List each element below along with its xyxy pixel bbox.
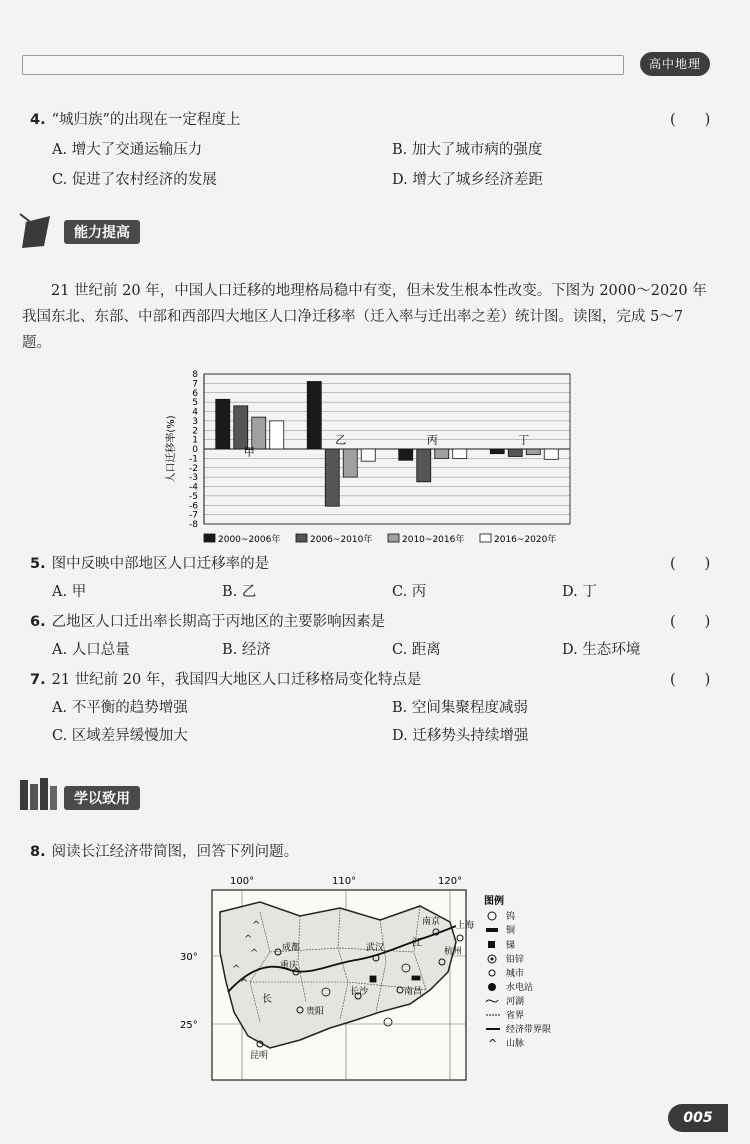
option-c[interactable]: C. 距离: [392, 642, 441, 658]
section-label: 能力提高: [64, 220, 140, 244]
y-tick-label: -2: [189, 463, 198, 474]
bar: [270, 421, 284, 449]
question-number: 6.: [30, 614, 46, 630]
y-tick-label: 4: [192, 407, 198, 418]
y-tick-label: 8: [192, 370, 198, 380]
city-chengdu: 成都: [282, 943, 301, 953]
question-text: 图中反映中部地区人口迁移率的是: [51, 556, 270, 572]
subject-badge: 高中地理: [640, 52, 710, 76]
svg-text:^: ^: [250, 948, 259, 959]
option-d[interactable]: D. 生态环境: [562, 642, 641, 658]
svg-text:^: ^: [240, 978, 249, 989]
answer-paren: ( ): [670, 672, 711, 688]
option-a[interactable]: A. 不平衡的趋势增强: [52, 700, 188, 716]
city-wuhan: 武汉: [366, 943, 385, 953]
bar: [508, 449, 522, 457]
answer-paren: ( ): [670, 112, 711, 128]
option-d[interactable]: D. 增大了城乡经济差距: [392, 172, 543, 188]
legend-swatch: [204, 534, 215, 542]
legend-province-border: 省界: [506, 1011, 525, 1021]
header-bar: [22, 55, 624, 75]
bar: [453, 449, 467, 458]
passage-text: 21 世纪前 20 年，中国人口迁移的地理格局稳中有变，但未发生根本性改变。下图为 2000～2020 年我国东北、东部、中部和西部四大地区人口净迁移率（迁入率与迁出率之差）统计图。读图，完成 5～7 题。: [22, 283, 707, 351]
question-text: 阅读长江经济带简图，回答下列问题。: [51, 844, 299, 860]
city-changsha: 长沙: [350, 987, 369, 997]
city-kunming: 昆明: [250, 1051, 269, 1061]
option-d[interactable]: D. 丁: [562, 584, 597, 600]
legend-label: 2010~2016年: [402, 535, 465, 545]
bar: [234, 406, 248, 449]
section-header-ability: [16, 208, 176, 248]
category-label: 丁: [518, 433, 530, 447]
legend-river-lake: 河湖: [506, 997, 525, 1007]
question-text: 21 世纪前 20 年，我国四大地区人口迁移格局变化特点是: [51, 672, 422, 688]
lat-label: 25°: [180, 1020, 198, 1031]
svg-text:^: ^: [244, 934, 253, 945]
category-label: 乙: [335, 433, 347, 447]
bar: [399, 449, 413, 460]
svg-text:^: ^: [488, 1037, 498, 1050]
bar: [361, 449, 375, 461]
question-8: [30, 840, 298, 861]
bar: [307, 382, 321, 450]
y-tick-label: 5: [192, 398, 198, 409]
city-nanchang: 南昌: [404, 987, 423, 997]
option-c[interactable]: C. 丙: [392, 584, 427, 600]
legend-mountain: 山脉: [506, 1039, 525, 1049]
y-tick-label: -3: [189, 473, 198, 484]
question-text: “城归族”的出现在一定程度上: [51, 112, 241, 128]
question-text: 乙地区人口迁出率长期高于丙地区的主要影响因素是: [51, 614, 386, 630]
y-tick-label: 2: [192, 426, 198, 437]
bar: [544, 449, 558, 459]
migration-rate-chart: [160, 368, 580, 546]
legend-swatch: [388, 534, 399, 542]
city-hangzhou: 杭州: [444, 947, 463, 957]
question-5: [30, 552, 269, 573]
svg-text:^: ^: [232, 964, 241, 975]
y-tick-label: -5: [189, 491, 198, 502]
bar: [435, 449, 449, 458]
y-tick-label: 7: [192, 379, 198, 390]
bar: [343, 449, 357, 477]
question-number: 7.: [30, 672, 46, 688]
yangtze-economic-belt-map: [180, 872, 580, 1090]
y-tick-label: -4: [189, 482, 198, 493]
y-tick-label: -1: [189, 454, 198, 465]
page-number: 005: [668, 1104, 728, 1132]
answer-paren: ( ): [670, 614, 711, 630]
lon-label: 100°: [230, 876, 255, 887]
bar: [325, 449, 339, 506]
legend-lead-zinc: 铅锌: [506, 955, 525, 965]
y-tick-label: 1: [192, 435, 198, 446]
pencil-icon: [16, 208, 56, 252]
answer-paren: ( ): [670, 556, 711, 572]
option-b[interactable]: B. 空间集聚程度减弱: [392, 700, 528, 716]
legend-hydropower: 水电站: [506, 983, 534, 993]
legend-copper: 铜: [506, 926, 516, 936]
legend-label: 2000~2006年: [218, 535, 281, 545]
books-icon: [16, 774, 60, 814]
option-c[interactable]: C. 促进了农村经济的发展: [52, 172, 217, 188]
city-chongqing: 重庆: [280, 961, 299, 971]
city-guiyang: 贵阳: [306, 1007, 325, 1017]
bar: [526, 449, 540, 455]
legend-swatch: [296, 534, 307, 542]
legend-swatch: [480, 534, 491, 542]
question-7: [30, 668, 421, 689]
bar: [417, 449, 431, 482]
question-6: [30, 610, 385, 631]
river-label: 江: [412, 938, 422, 949]
section-label: 学以致用: [64, 786, 140, 810]
option-b[interactable]: B. 经济: [222, 642, 271, 658]
lon-label: 110°: [332, 876, 357, 887]
option-a[interactable]: A. 甲: [52, 584, 87, 600]
bar: [216, 399, 230, 449]
legend-city: 城市: [506, 969, 525, 979]
option-b[interactable]: B. 加大了城市病的强度: [392, 142, 543, 158]
category-label: 甲: [243, 445, 255, 459]
lat-label: 30°: [180, 952, 198, 963]
city-shanghai: 上海: [456, 921, 475, 931]
lon-label: 120°: [438, 876, 463, 887]
y-tick-label: 3: [192, 416, 198, 427]
map-legend: [486, 910, 551, 1050]
bar: [490, 449, 504, 454]
svg-text:^: ^: [252, 920, 261, 931]
legend-label: 2006~2010年: [310, 535, 373, 545]
legend-label: 2016~2020年: [494, 535, 557, 545]
question-number: 4.: [30, 112, 46, 128]
legend-belt-boundary: 经济带界限: [506, 1025, 552, 1035]
y-tick-label: -8: [189, 520, 198, 530]
section-header-apply: [16, 774, 186, 814]
option-a[interactable]: A. 增大了交通运输压力: [52, 142, 203, 158]
option-a[interactable]: A. 人口总量: [52, 642, 130, 658]
question-4: [30, 108, 240, 129]
y-axis-label: 人口迁移率(%): [166, 415, 177, 483]
option-d[interactable]: D. 迁移势头持续增强: [392, 728, 529, 744]
category-label: 丙: [426, 433, 438, 447]
y-tick-label: -6: [189, 501, 198, 512]
bar: [252, 417, 266, 449]
question-number: 5.: [30, 556, 46, 572]
legend-tungsten: 钨: [506, 912, 516, 922]
question-number: 8.: [30, 844, 46, 860]
legend-title: 图例: [484, 896, 504, 907]
option-c[interactable]: C. 区域差异缓慢加大: [52, 728, 188, 744]
y-tick-label: 6: [192, 388, 198, 399]
river-label: 长: [262, 994, 272, 1005]
option-b[interactable]: B. 乙: [222, 584, 257, 600]
legend-antimony: 锑: [506, 941, 516, 951]
y-tick-label: 0: [192, 445, 198, 455]
y-tick-label: -7: [189, 510, 198, 521]
city-nanjing: 南京: [422, 917, 441, 927]
